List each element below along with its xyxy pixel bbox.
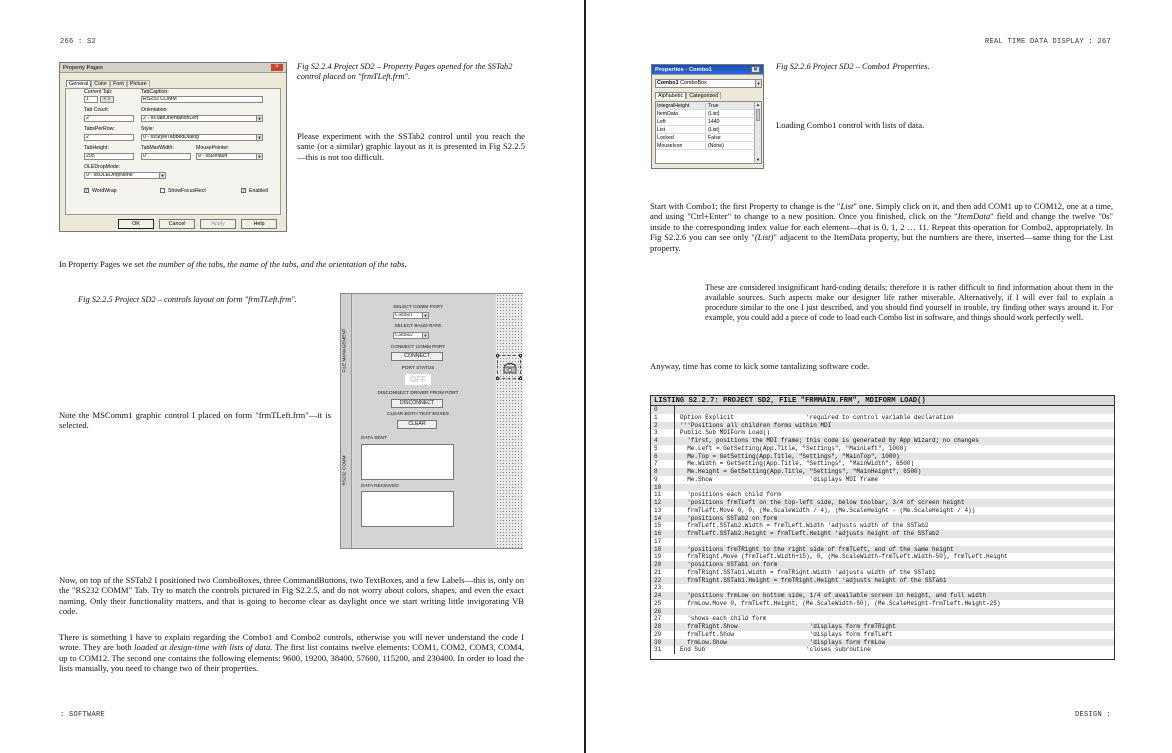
mouse-pointer-label: MousePointer: — [196, 145, 230, 151]
code-line — [651, 584, 1114, 592]
line-number: 2 — [651, 422, 675, 430]
tab-general[interactable]: General — [66, 80, 91, 87]
line-code: Me.Left = GetSetting(App.Title, "Settings", "MainLeft", 1000) — [680, 444, 907, 452]
right-page-header: REAL TIME DATA DISPLAY : 267 — [984, 38, 1111, 46]
code-line — [651, 445, 1114, 453]
line-number: 13 — [651, 507, 675, 515]
ok-button[interactable]: OK — [118, 219, 154, 229]
line-code: '''Positions all children forms within MDI — [680, 421, 832, 429]
line-number: 14 — [651, 515, 675, 523]
help-button[interactable]: Help — [241, 219, 277, 229]
para-anyway: Anyway, time has come to kick some tantalizing software code. — [650, 361, 870, 371]
property-value[interactable]: True — [708, 103, 719, 109]
line-number: 22 — [651, 577, 675, 585]
line-code: frmLow.Show 'displays form frmLow — [680, 638, 886, 646]
line-code — [675, 608, 680, 616]
tabs-per-row-label: TabsPerRow: — [84, 126, 115, 132]
property-row[interactable] — [656, 134, 761, 142]
code-line — [651, 460, 1114, 468]
combo1-value: Combo1 — [395, 312, 413, 318]
para-mscomm: Note the MSComm1 graphic control I placed on form "frmTLeft.frm"—it is selected. — [59, 410, 331, 431]
line-number: 5 — [651, 445, 675, 453]
code-listing — [650, 395, 1115, 660]
line-number: 18 — [651, 546, 675, 554]
line-number: 11 — [651, 491, 675, 499]
code-line — [651, 499, 1114, 507]
tab-caption-field[interactable]: RS232 COMM — [141, 96, 263, 103]
para-explain-b: The first list contains twelve elements: COM1, COM2, COM3, COM4, up to COM12. The second one contains the following elements: 9600, 19200, 38400, 57600, 115200, and 230400. In order to load the lists manually, you need to change two of their properties. — [59, 642, 524, 674]
select-comm-port-label: SELECT COMM PORT — [393, 305, 443, 310]
para-start-c: " field and change the twelve "0s" inside to the corresponding index value for each element—that is 0, 1, 2 … 11. Repeat this operation for Combo2, appropriately. In Fig S2.2.6 you can see only " — [650, 211, 1114, 243]
property-row[interactable] — [656, 102, 761, 110]
show-focus-rect-checkbox[interactable] — [160, 188, 165, 193]
line-code: 'first, positions the MDI frame; this code is generated by App Wizard; no changes — [680, 437, 979, 444]
ole-drop-mode-select[interactable] — [84, 172, 166, 179]
right-page-footer: DESIGN : — [1074, 711, 1111, 719]
line-number: 29 — [651, 631, 675, 639]
code-line — [651, 491, 1114, 499]
line-number: 9 — [651, 476, 675, 484]
line-code: frmTLeft.SSTab2.Width = frmTLeft.Width 'adjusts width of the SSTab2 — [680, 522, 929, 530]
line-code: frmTLeft.Show 'displays form frmTLeft — [680, 630, 893, 638]
property-name: IntegralHeight — [656, 102, 706, 109]
chevron-down-icon[interactable]: ▼ — [257, 154, 262, 159]
tab-color[interactable]: Color — [91, 80, 110, 87]
code-line — [651, 646, 1114, 654]
tab-picture[interactable]: Picture — [127, 80, 150, 87]
mouse-pointer-value: 0 - ssDefault — [198, 153, 228, 159]
line-code: 'positions frmLow on bottom side, 1/4 of available screen in height, and full width — [680, 592, 987, 599]
property-pages-titlebar — [60, 63, 286, 73]
code-line — [651, 429, 1114, 437]
code-line — [651, 484, 1114, 492]
tab-max-width-field[interactable]: 0 — [141, 153, 191, 160]
port-status-indicator: OFF — [405, 374, 431, 385]
line-number: 30 — [651, 639, 675, 647]
general-tab-panel — [65, 88, 281, 215]
code-line — [651, 515, 1114, 523]
line-code: frmTLeft.Move 0, 0, (Me.ScaleWidth / 4), (Me.ScaleHeight - (Me.ScaleHeight / 4)) — [680, 506, 976, 514]
line-code: frmLow.Move 0, frmTLeft.Height, (Me.ScaleWidth-50), (Me.ScaleHeight-frmTLeft.Height-25) — [680, 599, 1001, 607]
style-value: 0 - ssStyleTabbedDialog — [143, 134, 199, 140]
code-line — [651, 569, 1114, 577]
line-code: End Sub 'closes subroutine — [680, 646, 871, 654]
line-code — [675, 584, 680, 592]
clear-label: CLEAR BOTH TEXT BOXES — [387, 412, 449, 417]
chevron-down-icon[interactable]: ▼ — [756, 81, 761, 86]
code-line — [651, 600, 1114, 608]
line-number: 15 — [651, 522, 675, 530]
tab-font[interactable]: Font — [110, 80, 127, 87]
property-value[interactable]: (List) — [708, 127, 720, 133]
tab-alphabetic[interactable]: Alphabetic — [655, 92, 686, 99]
select-baud-rate-label: SELECT BAUD RATE — [394, 324, 442, 329]
line-number: 27 — [651, 615, 675, 623]
tab-height-label: TabHeight: — [84, 145, 109, 151]
property-pages-dialog — [59, 62, 287, 232]
code-line — [651, 615, 1114, 623]
line-code: frmTRight.SSTab1.Height = frmTRight.Height 'adjusts height of the SSTab1 — [680, 576, 947, 584]
enabled-checkbox[interactable]: ✓ — [242, 188, 246, 193]
data-sent-label: DATA SENT — [361, 436, 387, 441]
property-value[interactable]: 1440 — [708, 119, 720, 125]
left-page-header: 266 : S2 — [60, 38, 97, 46]
code-line — [651, 577, 1114, 585]
code-line — [651, 538, 1114, 546]
line-code — [675, 538, 680, 546]
line-code: 'positions SSTab1 on form — [680, 561, 778, 568]
tab-rs232-comm[interactable]: RS232 COMM — [341, 455, 347, 486]
tabs-per-row-field[interactable]: 2 — [84, 134, 134, 141]
code-line — [651, 623, 1114, 631]
line-number: 20 — [651, 561, 675, 569]
line-number: 28 — [651, 623, 675, 631]
line-code: frmTRight.Move (frmTLeft.Width+15), 0, (Me.ScaleWidth-frmTLeft.Width-50), frmTLeft.Height — [680, 553, 1008, 561]
code-line — [651, 631, 1114, 639]
tab-file-management[interactable]: FILE MANAGEMENT — [341, 328, 347, 373]
orientation-select[interactable] — [141, 115, 263, 122]
property-name: Left — [656, 118, 706, 125]
line-code: Option Explicit 'required to control variable declaration — [680, 413, 954, 421]
current-tab-spinner[interactable] — [100, 96, 114, 103]
code-line — [651, 522, 1114, 530]
mscomm-control-selection[interactable] — [497, 355, 521, 379]
wordwrap-checkbox[interactable]: ✓ — [85, 188, 89, 193]
code-line — [651, 437, 1114, 445]
note-paragraph: These are considered insignificant hard-coding details; therefore it is rather difficult to find information about them in the available sources. Such aspects make our designer life rather miserable. Alternatively, if I will ever fail to explain a procedure similar to the one I just described, and you should find yourself in trouble, try finding other ways around it. For example, you could add a piece of code to load each Combo list in software, and things should work perfectly well. — [705, 283, 1113, 322]
code-line — [651, 553, 1114, 561]
line-code — [675, 406, 680, 414]
chevron-down-icon[interactable]: ▼ — [257, 116, 262, 121]
line-code: 'positions each child form — [680, 491, 781, 499]
wordwrap-label: WordWrap — [92, 188, 117, 194]
code-line — [651, 546, 1114, 554]
tab-count-field[interactable]: 2 — [84, 115, 134, 122]
para-start-list: List — [840, 201, 854, 211]
mouse-pointer-select[interactable] — [196, 153, 263, 160]
design-grid — [496, 294, 523, 548]
tab-caption-label: TabCaption: — [141, 89, 169, 95]
style-select[interactable] — [141, 134, 263, 141]
code-line — [651, 530, 1114, 538]
enabled-label: Enabled — [249, 188, 269, 194]
code-line — [651, 507, 1114, 515]
chevron-down-icon[interactable]: ▼ — [423, 333, 428, 338]
properties-titlebar — [652, 65, 763, 75]
fig-225-caption: Fig S2.2.5 Project SD2 – controls layout on form "frmTLeft.frm". — [78, 295, 297, 304]
connect-button[interactable]: CONNECT — [391, 352, 443, 361]
line-number: 12 — [651, 499, 675, 507]
close-icon[interactable]: × — [271, 64, 283, 71]
scroll-up-icon[interactable]: ▲ — [756, 102, 760, 107]
chevron-down-icon[interactable]: ▼ — [257, 135, 262, 140]
line-number: 31 — [651, 646, 675, 654]
para-property-pages-italic: the number of the tabs, the name of the tabs, and the orientation of the tabs. — [146, 259, 407, 269]
data-sent-textbox[interactable] — [361, 444, 454, 480]
combo2-select[interactable] — [393, 332, 429, 339]
para-start-a: Start with Combo1; the first Property to change is the " — [650, 201, 841, 211]
object-type: ComboBox — [680, 80, 707, 86]
line-code: frmTRight.SSTab1.Width = frmTRight.Width 'adjusts width of the SSTab1 — [680, 568, 936, 576]
property-name: MouseIcon — [656, 142, 706, 149]
property-value[interactable]: (List) — [708, 111, 720, 117]
listing-title: LISTING S2.2.7: PROJECT SD2, FILE "FRMMAIN.FRM", MDIFORM LOAD() — [651, 396, 1114, 406]
line-code: 'shows each child form — [680, 615, 767, 623]
line-number: 1 — [651, 414, 675, 422]
rs232-tab-panel — [353, 294, 495, 548]
show-focus-rect-label: ShowFocusRect — [168, 188, 206, 194]
connect-comm-port-label: CONNECT COMM PORT — [390, 345, 446, 350]
disconnect-label: DISCONNECT DRIVER FROM PORT — [377, 391, 459, 396]
line-code: Public Sub MDIForm Load() — [680, 429, 771, 437]
line-code: 'positions SSTab2 on form — [680, 514, 778, 522]
tab-categorized[interactable]: Categorized — [686, 92, 721, 99]
code-line — [651, 414, 1114, 422]
property-row[interactable] — [656, 110, 761, 118]
para-start-d: " adjacent to the ItemData property, but the numbers are there, inserted—same thing for the List property. — [650, 232, 1113, 253]
vertical-tab-strip — [341, 294, 352, 548]
code-line — [651, 592, 1114, 600]
line-number: 7 — [651, 460, 675, 468]
fig-224-caption: Fig S2.2.4 Project SD2 – Property Pages opened for the SSTab2 control placed on "frmTLeft.frm". — [297, 62, 513, 81]
line-number: 0 — [651, 406, 675, 414]
properties-tabs — [655, 92, 721, 99]
line-number: 25 — [651, 600, 675, 608]
chevron-down-icon[interactable]: ▼ — [160, 173, 165, 178]
apply-button[interactable]: Apply — [200, 219, 236, 229]
line-number: 6 — [651, 453, 675, 461]
line-code — [675, 484, 680, 492]
object-selector[interactable] — [655, 79, 762, 88]
line-code: frmTRight.Show 'displays form frmTRight — [680, 623, 897, 630]
line-number: 23 — [651, 584, 675, 592]
style-label: Style: — [141, 126, 154, 132]
loading-text: Loading Combo1 control with lists of data. — [776, 120, 925, 130]
line-code: Me.Top = GetSetting(App.Title, "Settings", "MainTop", 1000) — [680, 452, 900, 460]
close-icon[interactable]: × — [751, 66, 760, 73]
telephone-icon — [503, 362, 517, 374]
line-number: 8 — [651, 468, 675, 476]
selection-handle[interactable] — [519, 354, 522, 357]
property-name: ItemData — [656, 110, 706, 117]
line-number: 19 — [651, 553, 675, 561]
line-code: Me.Height = GetSetting(App.Title, "Settings", "MainHeight", 6500) — [680, 468, 922, 475]
line-number: 3 — [651, 429, 675, 437]
line-number: 10 — [651, 484, 675, 492]
para-now: Now, on top of the SSTab2 I positioned two ComboBoxes, three CommandButtons, two TextBoxes, and a few Labels—this is, only on the "RS232 COMM" Tab. Try to match the controls pictured in Fig S2.2.5, and do not worry about colors, shapes, and even the exact naming. Only their functionality matters, and that is going to become clear as daylight once we start writing little invigorating VB code. — [59, 575, 524, 617]
line-number: 16 — [651, 530, 675, 538]
chevron-down-icon[interactable]: ▼ — [423, 313, 428, 318]
ole-drop-mode-value: 0 - ssOLEDropNone — [86, 172, 133, 178]
combo1-select[interactable] — [393, 312, 429, 319]
fig-226-caption: Fig S2.2.6 Project SD2 – Combo1 Properties. — [776, 62, 930, 71]
port-status-label: PORT STATUS — [401, 366, 435, 371]
properties-title: Properties - Combo1 — [655, 66, 713, 73]
property-grid — [655, 101, 762, 164]
tab-height-field[interactable]: 295 — [84, 153, 134, 160]
combo2-value: Combo2 — [395, 332, 413, 338]
selection-handle[interactable] — [496, 354, 499, 357]
para-experiment: Please experiment with the SSTab2 control until you reach the same (or a similar) graphic layout as it is presented in Fig S2.2.5—this is not too difficult. — [297, 131, 525, 162]
para-property-pages-prefix: In Property Pages we set — [59, 259, 147, 269]
code-line — [651, 406, 1114, 414]
cancel-button[interactable]: Cancel — [159, 219, 195, 229]
object-name: Combo1 — [657, 80, 679, 86]
property-pages-tabs — [66, 80, 150, 87]
disconnect-button[interactable]: DISCONNECT — [391, 399, 443, 408]
para-start-list2: (List) — [754, 232, 774, 243]
code-line — [651, 561, 1114, 569]
property-rows — [656, 102, 761, 150]
line-code: frmTLeft.SSTab2.Height = frmTLeft.Height 'adjusts height of the SSTab2 — [680, 530, 940, 537]
chevron-right-icon[interactable]: > — [107, 97, 111, 102]
para-explain-italic: loaded at design-time with lists of data. — [134, 642, 273, 653]
form-mockup — [340, 293, 523, 549]
para-start-b: " one. Simply click on it, and then add COM1 up to COM12, one at a time, and using "Ctrl+Enter" to change to a new position. Once you finished, click on the " — [650, 201, 1113, 222]
orientation-value: 2 - ssTabOrientationLeft — [143, 115, 199, 121]
property-row[interactable] — [656, 126, 761, 134]
code-line — [651, 453, 1114, 461]
scroll-down-icon[interactable]: ▼ — [756, 157, 760, 162]
property-row[interactable] — [656, 118, 761, 126]
line-number: 26 — [651, 608, 675, 616]
chevron-left-icon[interactable]: < — [103, 97, 107, 102]
para-property-pages — [59, 259, 529, 269]
tab-max-width-label: TabMaxWidth: — [141, 145, 174, 151]
selection-handle[interactable] — [519, 377, 522, 380]
properties-window — [651, 64, 764, 169]
left-page-footer: : SOFTWARE — [60, 711, 106, 719]
tab-count-label: Tab Count: — [84, 107, 110, 113]
para-explain — [59, 632, 524, 674]
property-value[interactable]: (None) — [708, 143, 724, 149]
selection-handle[interactable] — [496, 377, 499, 380]
code-line — [651, 608, 1114, 616]
property-name: Locked — [656, 134, 706, 141]
clear-button[interactable]: CLEAR — [397, 420, 437, 429]
property-name: List — [656, 126, 706, 133]
para-start-itemdata: ItemData — [957, 211, 991, 222]
para-start — [650, 201, 1113, 253]
current-tab-label: Current Tab: — [84, 89, 113, 95]
property-value[interactable]: False — [708, 135, 721, 141]
code-line — [651, 422, 1114, 430]
data-received-textbox[interactable] — [361, 491, 454, 527]
code-line — [651, 476, 1114, 484]
right-page — [588, 0, 1172, 753]
code-line — [651, 468, 1114, 476]
line-code: Me.Width = GetSetting(App.Title, "Settings", "MainWidth", 6500) — [680, 460, 915, 468]
code-lines — [651, 406, 1114, 654]
line-code: Me.Show 'displays MDI frame — [680, 475, 879, 483]
data-received-label: DATA RECEIVED — [361, 484, 399, 489]
line-number: 4 — [651, 437, 675, 445]
ole-drop-mode-label: OLEDropMode: — [84, 164, 121, 170]
scrollbar-thumb[interactable] — [756, 109, 760, 121]
current-tab-field[interactable]: 1 — [84, 96, 98, 103]
line-code: 'positions frmTRight to the right side of frmTLeft, and of the same height — [680, 545, 954, 553]
line-number: 24 — [651, 592, 675, 600]
line-number: 21 — [651, 569, 675, 577]
orientation-label: Orientation: — [141, 107, 168, 113]
para-explain-a: There is something I have to explain regarding the Combo1 and Combo2 controls, otherwise you will never understand the code I wrote. They are both — [59, 632, 524, 653]
line-number: 17 — [651, 538, 675, 546]
property-pages-title: Property Pages — [63, 64, 103, 71]
line-code: 'positions frmTLeft on the top-left side, below toolbar, 3/4 of screen height — [680, 499, 965, 506]
vertical-scrollbar[interactable] — [754, 102, 761, 163]
property-row[interactable] — [656, 142, 761, 150]
code-line — [651, 639, 1114, 647]
